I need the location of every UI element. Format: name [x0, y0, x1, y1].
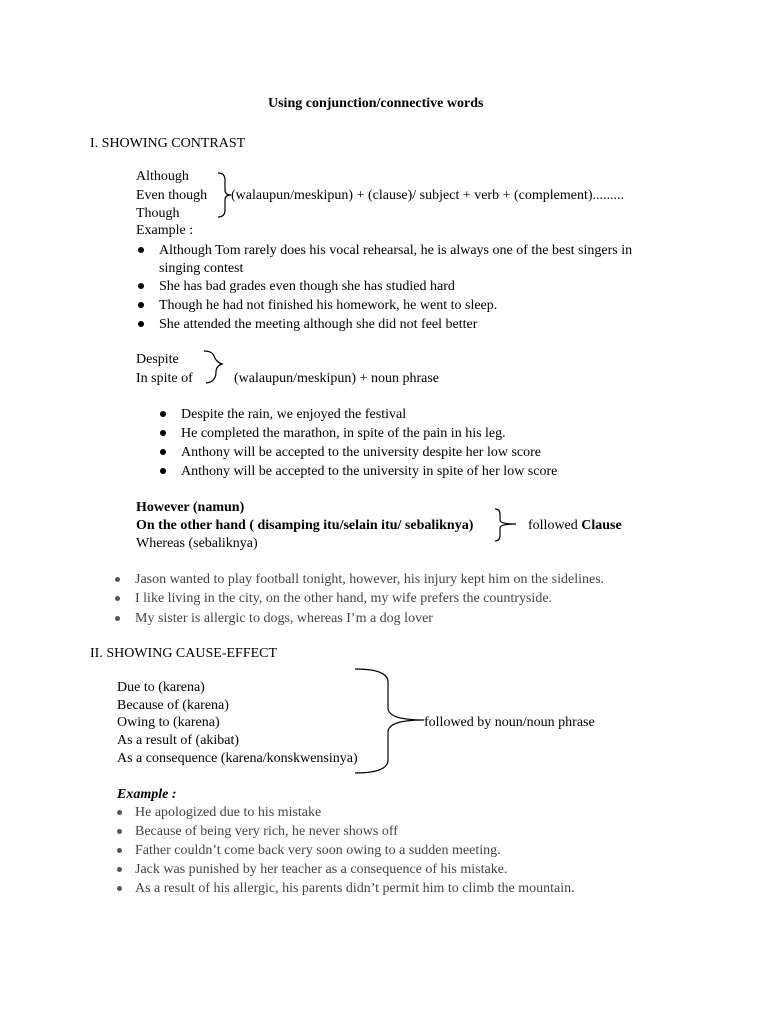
formula-group1: (walaupun/meskipun) + (clause)/ subject + verb + (complement)......... [231, 188, 625, 203]
example-label: Example : [136, 223, 194, 238]
list-item: Jason wanted to play football tonight, however, his injury kept him on the sidelines. [135, 572, 605, 587]
list-item: My sister is allergic to dogs, whereas I’m a dog lover [135, 611, 433, 626]
connective-although: Although [136, 169, 189, 184]
connective-due-to: Due to (karena) [117, 680, 205, 695]
list-item: Jack was punished by her teacher as a consequence of his mistake. [135, 862, 508, 877]
bullet-icon [160, 449, 166, 455]
brace-icon [494, 508, 518, 542]
connective-owing-to: Owing to (karena) [117, 715, 220, 730]
connective-though: Though [136, 206, 180, 221]
connective-despite: Despite [136, 352, 179, 367]
bullet-icon [160, 411, 166, 417]
page-title: Using conjunction/connective words [268, 96, 484, 111]
list-item: I like living in the city, on the other hand, my wife prefers the countryside. [135, 591, 553, 606]
list-item: Anthony will be accepted to the university in spite of her low score [181, 464, 558, 479]
bullet-icon [115, 596, 120, 601]
bullet-icon [117, 848, 122, 853]
bullet-icon [160, 430, 166, 436]
bullet-icon [115, 577, 120, 582]
list-item: Father couldn’t come back very soon owing to a sudden meeting. [135, 843, 501, 858]
bullet-icon [160, 468, 166, 474]
connective-whereas: Whereas (sebaliknya) [136, 536, 258, 551]
list-item-continuation: singing contest [159, 261, 244, 276]
followed-text: followed [528, 518, 578, 533]
bullet-icon [117, 810, 122, 815]
bullet-icon [117, 886, 122, 891]
connective-as-a-result-of: As a result of (akibat) [117, 733, 240, 748]
connective-even-though: Even though [136, 188, 208, 203]
list-item: Despite the rain, we enjoyed the festival [181, 407, 407, 422]
list-item: She attended the meeting although she did not feel better [159, 317, 478, 332]
connective-as-a-consequence: As a consequence (karena/konskwensinya) [117, 751, 358, 766]
brace-icon [354, 668, 426, 774]
brace-icon [202, 350, 224, 384]
connective-in-spite-of: In spite of [136, 371, 193, 386]
formula-group2: (walaupun/meskipun) + noun phrase [234, 371, 440, 386]
bullet-icon [138, 302, 144, 308]
section-heading-contrast: I. SHOWING CONTRAST [90, 136, 246, 151]
bullet-icon [138, 321, 144, 327]
list-item: She has bad grades even though she has studied hard [159, 279, 455, 294]
followed-clause [528, 517, 622, 535]
list-item: Anthony will be accepted to the university despite her low score [181, 445, 542, 460]
list-item: As a result of his allergic, his parents didn’t permit him to climb the mountain. [135, 881, 575, 896]
bullet-icon [117, 867, 122, 872]
example-label: Example : [117, 787, 177, 802]
connective-because-of: Because of (karena) [117, 698, 229, 713]
list-item: Though he had not finished his homework, he went to sleep. [159, 298, 498, 313]
bullet-icon [115, 616, 120, 621]
brace-icon [216, 172, 232, 218]
followed-noun-phrase: followed by noun/noun phrase [424, 715, 595, 730]
bullet-icon [138, 283, 144, 289]
bullet-icon [117, 829, 122, 834]
list-item: Because of being very rich, he never shows off [135, 824, 398, 839]
bullet-icon [138, 247, 144, 253]
connective-on-the-other-hand: On the other hand ( disamping itu/selain itu/ sebaliknya) [136, 518, 474, 533]
clause-text: Clause [581, 518, 622, 533]
list-item: He apologized due to his mistake [135, 805, 322, 820]
list-item: Although Tom rarely does his vocal rehearsal, he is always one of the best singers in [159, 243, 633, 258]
connective-however: However (namun) [136, 500, 245, 515]
section-heading-cause-effect: II. SHOWING CAUSE-EFFECT [90, 646, 278, 661]
list-item: He completed the marathon, in spite of the pain in his leg. [181, 426, 506, 441]
